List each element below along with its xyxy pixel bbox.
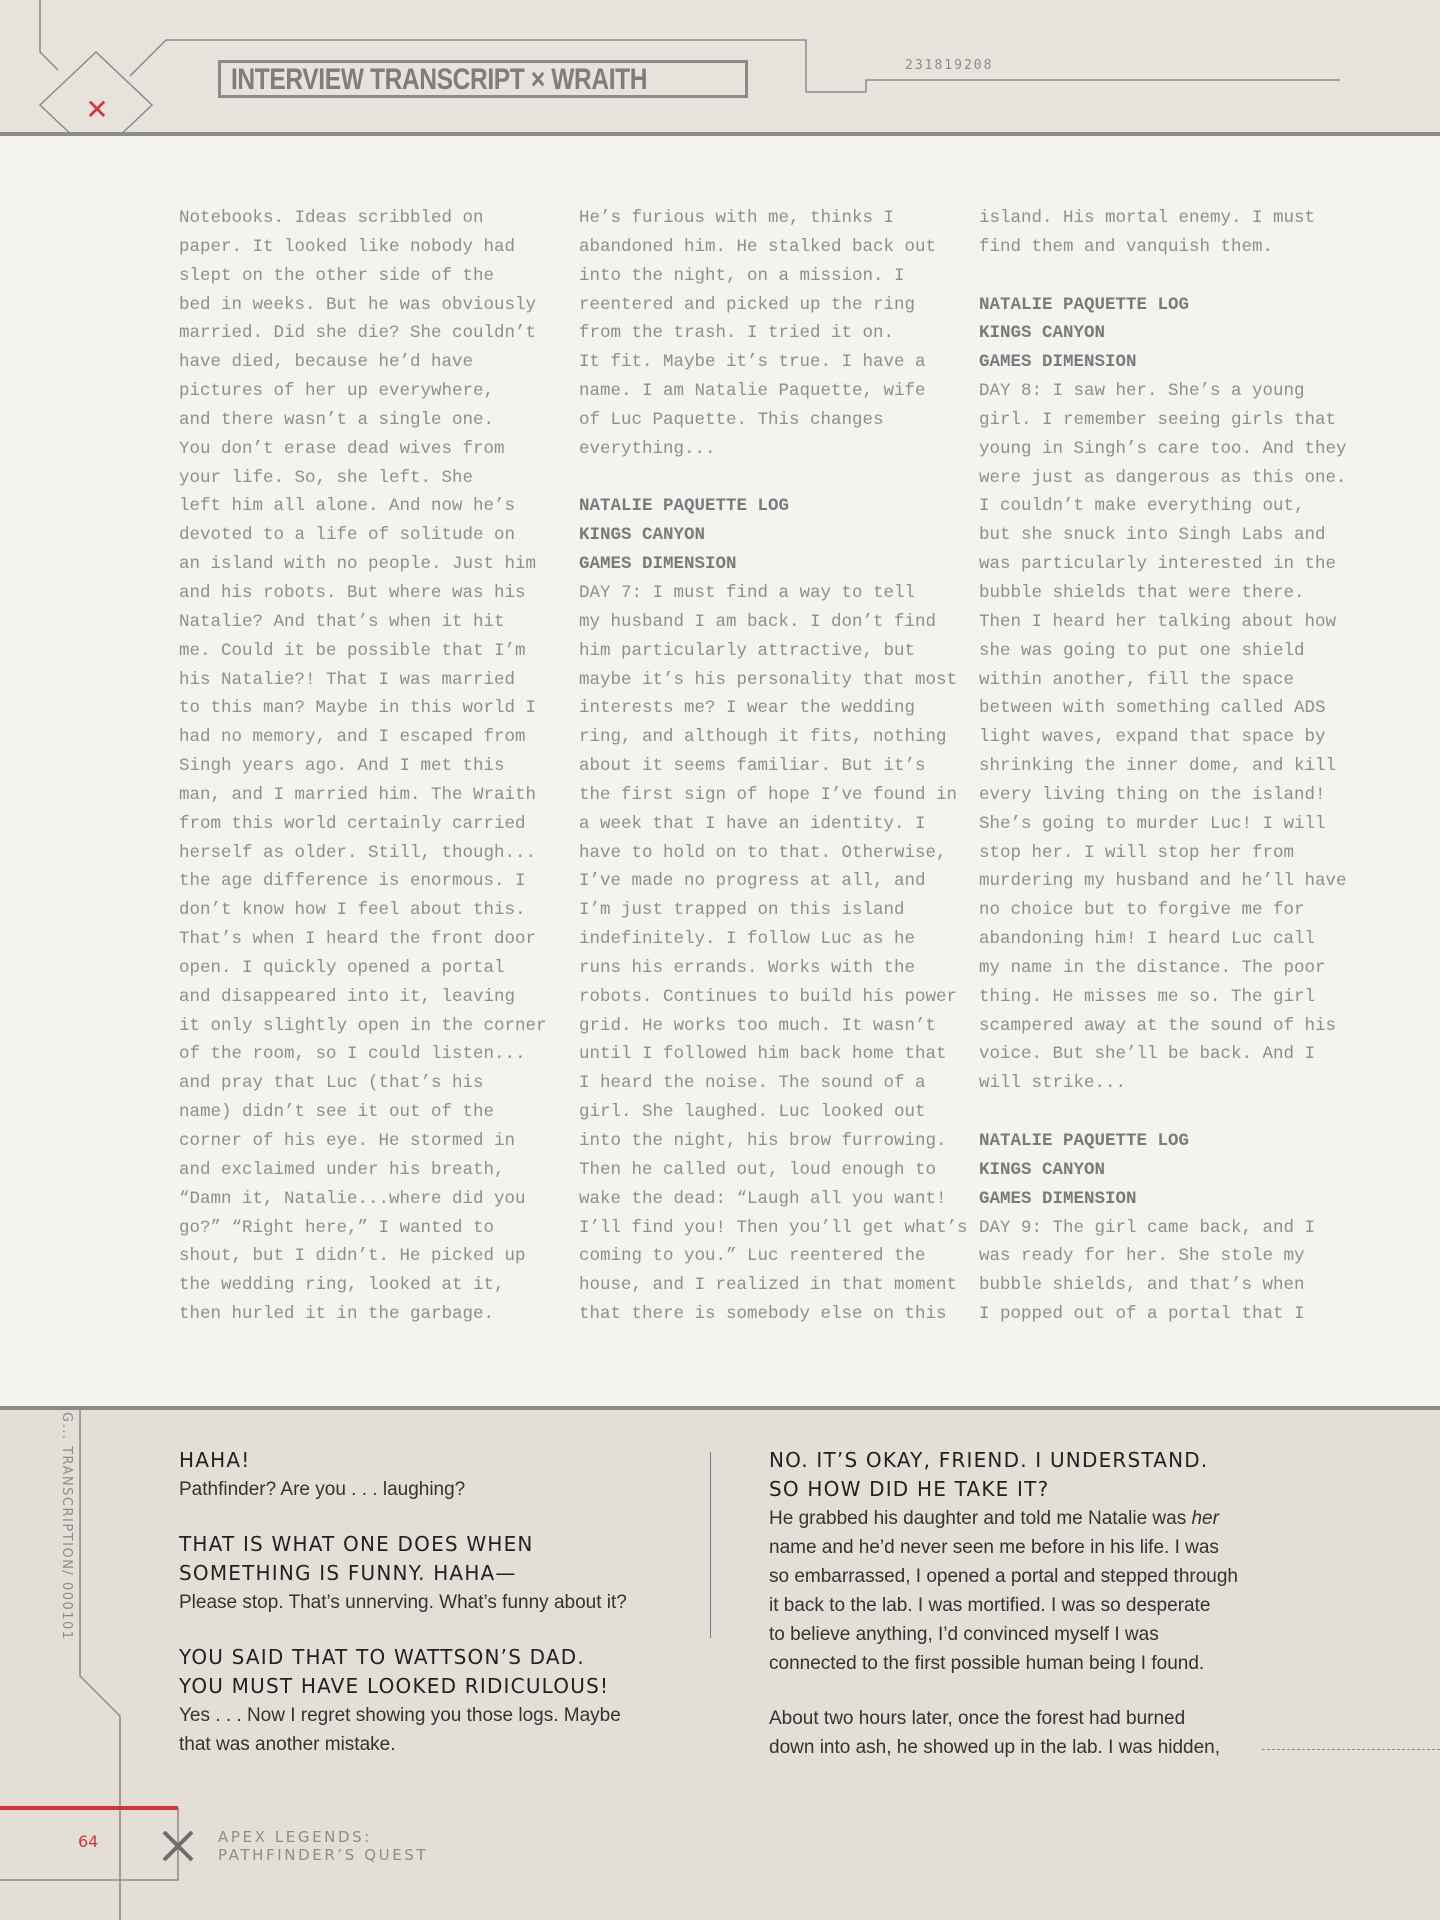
text-line: girl. She laughed. Luc looked out (579, 1102, 926, 1123)
text-line: the age difference is enormous. I (179, 871, 526, 892)
pathfinder-line: SO HOW DID HE TAKE IT? (769, 1477, 1050, 1501)
text-line: left him all alone. And now he’s (179, 496, 516, 517)
text-line: voice. But she’ll be back. And I (979, 1044, 1316, 1065)
text-line (979, 1098, 1349, 1127)
wraith-line: About two hours later, once the forest had burned (769, 1708, 1186, 1729)
chat-right (769, 1446, 1249, 1762)
text-line: Then he called out, loud enough to (579, 1159, 937, 1180)
wraith-line-text: He grabbed his daughter and told me Natalie was (769, 1508, 1192, 1529)
text-line: me. Could it be possible that I’m (179, 640, 526, 661)
wraith-line: Yes . . . Now I regret showing you those logs. Maybe (179, 1705, 621, 1726)
text-line: everything... (579, 438, 716, 459)
text-line: reentered and picked up the ring (579, 294, 916, 315)
pathfinder-line: SOMETHING IS FUNNY. HAHA— (179, 1561, 517, 1585)
text-line: robots. Continues to build his power (579, 986, 958, 1007)
text-line: it only slightly open in the corner (179, 1015, 547, 1036)
text-line: about it seems familiar. But it’s (579, 756, 926, 777)
text-line: had no memory, and I escaped from (179, 727, 526, 748)
text-column-1 (179, 204, 549, 1329)
wraith-line: connected to the first possible human being I found. (769, 1653, 1205, 1674)
text-line: Singh years ago. And I met this (179, 756, 505, 777)
text-line: grid. He works too much. It wasn’t (579, 1015, 937, 1036)
text-column-3 (979, 204, 1349, 1329)
page-number: 64 (78, 1832, 99, 1851)
text-line: no choice but to forgive me for (979, 900, 1305, 921)
text-line: of Luc Paquette. This changes (579, 409, 884, 430)
text-line: and disappeared into it, leaving (179, 986, 516, 1007)
text-line: then hurled it in the garbage. (179, 1304, 495, 1325)
pathfinder-line: NO. IT’S OKAY, FRIEND. I UNDERSTAND. (769, 1448, 1209, 1472)
text-line: I heard the noise. The sound of a (579, 1073, 926, 1094)
text-line: to this man? Maybe in this world I (179, 698, 537, 719)
text-line: don’t know how I feel about this. (179, 900, 526, 921)
text-line: abandoned him. He stalked back out (579, 236, 937, 257)
text-line: I’ll find you! Then you’ll get what’s (579, 1217, 968, 1238)
text-line: the first sign of hope I’ve found in (579, 784, 958, 805)
text-line: indefinitely. I follow Luc as he (579, 929, 916, 950)
text-line: You don’t erase dead wives from (179, 438, 505, 459)
text-line: Then I heard her talking about how (979, 611, 1337, 632)
text-line: scampered away at the sound of his (979, 1015, 1337, 1036)
text-line: DAY 9: The girl came back, and I (979, 1217, 1316, 1238)
text-line: devoted to a life of solitude on (179, 525, 516, 546)
wraith-line: down into ash, he showed up in the lab. I was hidden, (769, 1737, 1221, 1758)
text-line: and there wasn’t a single one. (179, 409, 495, 430)
text-line: married. Did she die? She couldn’t (179, 323, 537, 344)
text-line: your life. So, she left. She (179, 467, 474, 488)
text-line: light waves, expand that space by (979, 727, 1326, 748)
log-heading-line: KINGS CANYON (579, 525, 706, 546)
text-line: Notebooks. Ideas scribbled on (179, 208, 484, 228)
text-line: open. I quickly opened a portal (179, 957, 505, 978)
text-line: into the night, his brow furrowing. (579, 1131, 947, 1151)
text-line: my husband I am back. I don’t find (579, 611, 937, 632)
pathfinder-line: YOU SAID THAT TO WATTSON’S DAD. (179, 1645, 585, 1669)
text-line: DAY 7: I must find a way to tell (579, 582, 916, 603)
wraith-line: it back to the lab. I was mortified. I was so desperate (769, 1595, 1211, 1616)
text-line: an island with no people. Just him (179, 554, 537, 575)
text-line: name. I am Natalie Paquette, wife (579, 381, 926, 402)
chat-left (179, 1446, 699, 1759)
text-line: go?” “Right here,” I wanted to (179, 1217, 495, 1238)
accent-bar (0, 1806, 178, 1810)
text-line: house, and I realized in that moment (579, 1275, 958, 1296)
text-line: thing. He misses me so. The girl (979, 986, 1316, 1007)
text-line (979, 262, 1349, 291)
book-title-line-1: APEX LEGENDS: (218, 1828, 372, 1846)
wraith-line: name and he’d never seen me before in his life. I was (769, 1537, 1219, 1558)
text-line: I popped out of a portal that I (979, 1304, 1305, 1325)
text-line: Natalie? And that’s when it hit (179, 611, 505, 632)
column-divider (710, 1452, 711, 1638)
wraith-line: Pathfinder? Are you . . . laughing? (179, 1479, 466, 1500)
text-line: girl. I remember seeing girls that (979, 409, 1337, 430)
text-line: within another, fill the space (979, 669, 1295, 690)
spacer (179, 1504, 699, 1530)
text-line: I’m just trapped on this island (579, 900, 905, 921)
text-line: maybe it’s his personality that most (579, 669, 958, 690)
text-line: name) didn’t see it out of the (179, 1102, 495, 1123)
text-line: pictures of her up everywhere, (179, 381, 495, 402)
wraith-line: so embarrassed, I opened a portal and stepped through (769, 1566, 1238, 1587)
wraith-line: Please stop. That’s unnerving. What’s funny about it? (179, 1592, 627, 1613)
text-line: slept on the other side of the (179, 265, 495, 286)
text-line: every living thing on the island! (979, 784, 1326, 805)
text-line: I’ve made no progress at all, and (579, 871, 926, 892)
text-line: his Natalie?! That I was married (179, 669, 516, 690)
text-line: were just as dangerous as this one. (979, 467, 1347, 488)
x-logo-icon (160, 1828, 196, 1864)
text-line: of the room, so I could listen... (179, 1044, 526, 1065)
log-heading-line: NATALIE PAQUETTE LOG (979, 1131, 1190, 1151)
text-line: a week that I have an identity. I (579, 813, 926, 834)
text-line: and exclaimed under his breath, (179, 1159, 505, 1180)
text-line: find them and vanquish them. (979, 236, 1274, 257)
text-line: until I followed him back home that (579, 1044, 947, 1065)
text-line: and his robots. But where was his (179, 582, 526, 603)
pathfinder-line: HAHA! (179, 1448, 251, 1472)
text-line: will strike... (979, 1073, 1127, 1094)
text-line: murdering my husband and he’ll have (979, 871, 1347, 892)
text-line: I couldn’t make everything out, (979, 496, 1305, 517)
text-line: was ready for her. She stole my (979, 1246, 1305, 1267)
text-line: coming to you.” Luc reentered the (579, 1246, 926, 1267)
text-column-2 (579, 204, 968, 1329)
log-heading-line: KINGS CANYON (979, 1159, 1106, 1180)
book-title-line-2: PATHFINDER’S QUEST (218, 1846, 429, 1864)
text-line: abandoning him! I heard Luc call (979, 929, 1316, 950)
text-line: him particularly attractive, but (579, 640, 916, 661)
emphasis-text: her (1191, 1508, 1219, 1529)
log-heading-line: GAMES DIMENSION (579, 554, 737, 575)
wraith-line: that was another mistake. (179, 1734, 396, 1755)
document-code: 231819208 (905, 58, 994, 73)
spacer (769, 1678, 1249, 1704)
text-line: shout, but I didn’t. He picked up (179, 1246, 526, 1267)
text-line: and pray that Luc (that’s his (179, 1073, 484, 1094)
spacer (179, 1617, 699, 1643)
text-line: He’s furious with me, thinks I (579, 208, 895, 228)
log-heading-line: GAMES DIMENSION (979, 352, 1137, 373)
wraith-line: to believe anything, I’d convinced myself I was (769, 1624, 1159, 1645)
text-line: ring, and although it fits, nothing (579, 727, 947, 748)
text-line: from this world certainly carried (179, 813, 526, 834)
text-line: wake the dead: “Laugh all you want! (579, 1188, 947, 1209)
text-line: from the trash. I tried it on. (579, 323, 895, 344)
text-line: have to hold on to that. Otherwise, (579, 842, 947, 863)
pathfinder-line: YOU MUST HAVE LOOKED RIDICULOUS! (179, 1674, 610, 1698)
text-line: bubble shields that were there. (979, 582, 1305, 603)
book-title (218, 1828, 428, 1864)
log-heading-line: NATALIE PAQUETTE LOG (579, 496, 790, 517)
text-line: the wedding ring, looked at it, (179, 1275, 505, 1296)
text-line: runs his errands. Works with the (579, 957, 916, 978)
log-heading-line: KINGS CANYON (979, 323, 1106, 344)
close-icon: ✕ (85, 94, 109, 125)
dashed-rule (1262, 1749, 1440, 1750)
page-title-text: INTERVIEW TRANSCRIPT × WRAITH (231, 63, 648, 96)
text-line: paper. It looked like nobody had (179, 236, 516, 257)
page-title (218, 60, 748, 98)
text-line: island. His mortal enemy. I must (979, 208, 1316, 228)
text-line: herself as older. Still, though... (179, 842, 537, 863)
text-line: She’s going to murder Luc! I will (979, 813, 1326, 834)
text-line: have died, because he’d have (179, 352, 474, 373)
text-line: bed in weeks. But he was obviously (179, 294, 537, 315)
text-line: bubble shields, and that’s when (979, 1275, 1305, 1296)
side-transcription-label: G... TRANSCRIPTION/ 000101 (59, 1412, 74, 1641)
text-line: into the night, on a mission. I (579, 265, 905, 286)
text-line (579, 464, 949, 493)
text-line: That’s when I heard the front door (179, 929, 537, 950)
log-heading-line: NATALIE PAQUETTE LOG (979, 294, 1190, 315)
text-line: man, and I married him. The Wraith (179, 784, 537, 805)
text-line: was particularly interested in the (979, 554, 1337, 575)
text-line: shrinking the inner dome, and kill (979, 756, 1337, 777)
text-line: “Damn it, Natalie...where did you (179, 1188, 526, 1209)
text-line: but she snuck into Singh Labs and (979, 525, 1326, 546)
text-line: young in Singh’s care too. And they (979, 438, 1347, 459)
text-line: she was going to put one shield (979, 640, 1305, 661)
text-line: between with something called ADS (979, 698, 1326, 719)
text-line: corner of his eye. He stormed in (179, 1131, 516, 1151)
text-line: that there is somebody else on this (579, 1304, 947, 1325)
text-line: interests me? I wear the wedding (579, 698, 916, 719)
pathfinder-line: THAT IS WHAT ONE DOES WHEN (179, 1532, 534, 1556)
text-line: DAY 8: I saw her. She’s a young (979, 381, 1305, 402)
log-heading-line: GAMES DIMENSION (979, 1188, 1137, 1209)
text-line: It fit. Maybe it’s true. I have a (579, 352, 926, 373)
wraith-line (769, 1504, 1249, 1533)
text-line: my name in the distance. The poor (979, 957, 1326, 978)
text-line: stop her. I will stop her from (979, 842, 1295, 863)
